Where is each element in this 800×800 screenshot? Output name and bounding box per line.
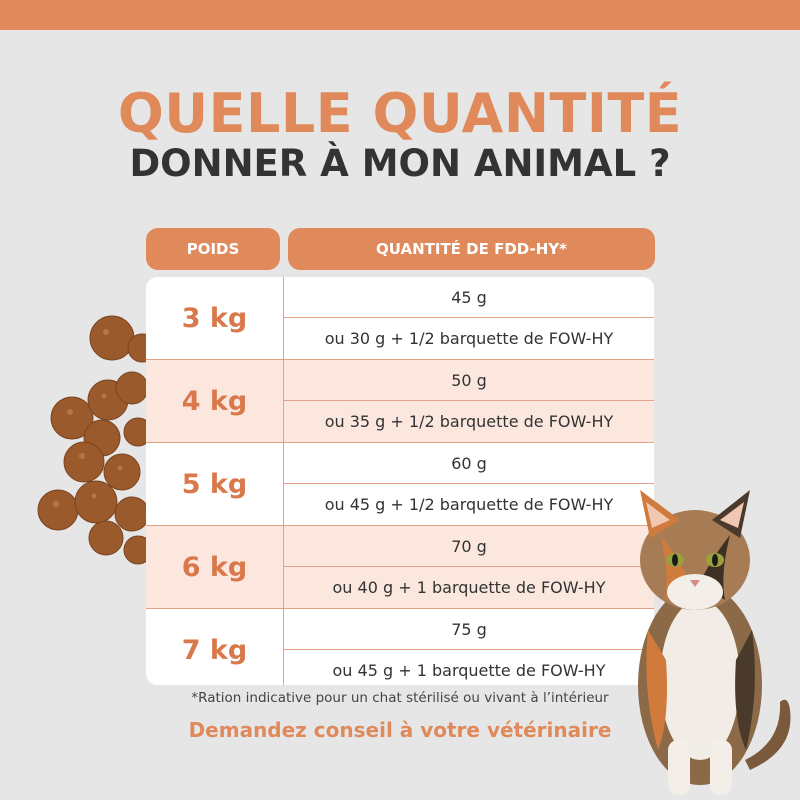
vet-advice-text: Demandez conseil à votre vétérinaire: [188, 718, 612, 742]
header-quantity: QUANTITÉ DE FDD-HY*: [288, 228, 655, 270]
weight-cell: 4 kg: [146, 360, 284, 442]
mixed-quantity: ou 30 g + 1/2 barquette de FOW-HY: [324, 329, 614, 348]
table-row: [146, 526, 654, 608]
weight-cell: 7 kg: [146, 609, 284, 685]
kibble-pile-icon: [0, 300, 150, 580]
weight-cell: 6 kg: [146, 526, 284, 608]
tabby-cat-photo-icon: [600, 480, 800, 800]
weight-cell: 5 kg: [146, 443, 284, 525]
mixed-quantity: ou 45 g + 1/2 barquette de FOW-HY: [324, 495, 614, 514]
mixed-quantity: ou 40 g + 1 barquette de FOW-HY: [332, 578, 606, 597]
dry-quantity: 45 g: [284, 277, 654, 318]
table-row: [146, 443, 654, 525]
table-row: [146, 360, 654, 442]
header-weight: POIDS: [146, 228, 280, 270]
ration-table: [146, 277, 654, 685]
dry-quantity: 75 g: [284, 609, 654, 650]
top-accent-bar: [0, 0, 800, 30]
table-row: [146, 609, 654, 685]
page-subtitle: DONNER À MON ANIMAL ?: [129, 142, 671, 185]
weight-cell: 3 kg: [146, 277, 284, 359]
page-title: QUELLE QUANTITÉ: [117, 82, 683, 145]
dry-quantity: 50 g: [284, 360, 654, 401]
table-row: [146, 277, 654, 359]
mixed-quantity: ou 35 g + 1/2 barquette de FOW-HY: [324, 412, 614, 431]
dry-quantity: 60 g: [284, 443, 654, 484]
footnote: *Ration indicative pour un chat stérilisé ou vivant à l’intérieur: [191, 690, 609, 706]
mixed-quantity: ou 45 g + 1 barquette de FOW-HY: [332, 661, 606, 680]
dry-quantity: 70 g: [284, 526, 654, 567]
